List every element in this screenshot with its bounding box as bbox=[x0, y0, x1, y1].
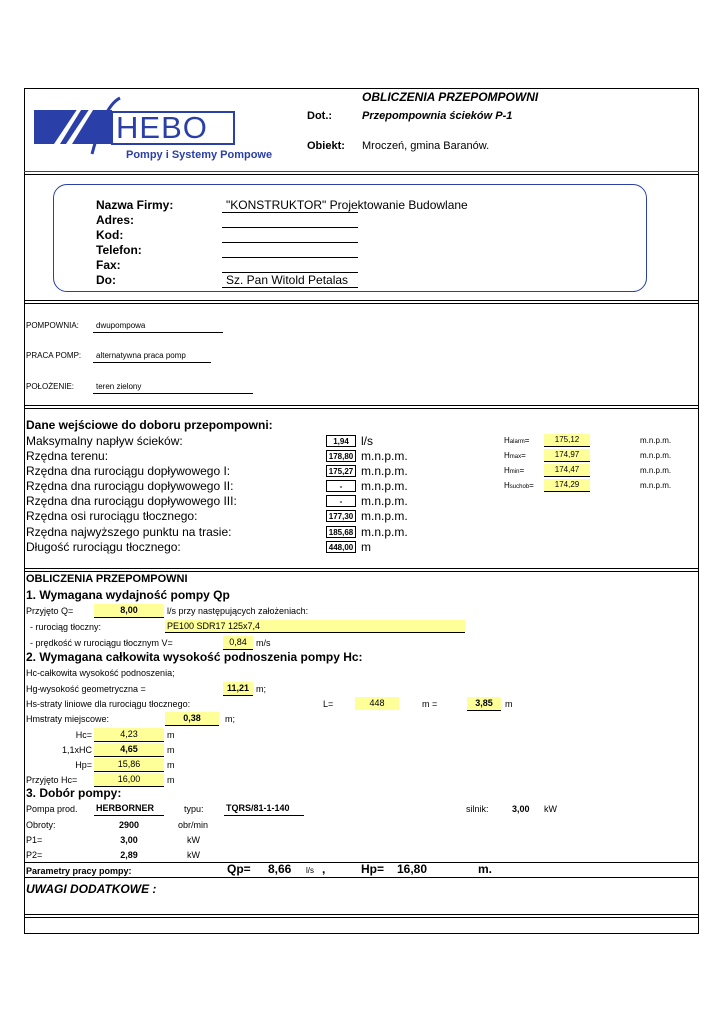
params-label: Parametry pracy pompy: bbox=[26, 866, 132, 876]
input-label: Rzędna najwyższego punktu na trasie: bbox=[26, 525, 232, 539]
pompownia-value: dwupompowa bbox=[96, 321, 146, 330]
input-label: Długość rurociągu tłocznego: bbox=[26, 540, 181, 554]
hc11-unit: m bbox=[167, 745, 175, 755]
hc-definition: całkowita wysokość podnoszenia; bbox=[40, 668, 175, 678]
do-underline bbox=[222, 287, 358, 288]
level-unit: m.n.p.m. bbox=[640, 436, 672, 445]
hm-unit: m; bbox=[225, 714, 235, 724]
firma-label: Nazwa Firmy: bbox=[96, 198, 174, 212]
hm-code: Hm- bbox=[26, 714, 43, 724]
kod-label: Kod: bbox=[96, 228, 124, 242]
l-label: L= bbox=[323, 699, 334, 709]
praca-value: alternatywna praca pomp bbox=[96, 351, 186, 360]
v-unit: m/s bbox=[256, 638, 271, 648]
level-label: Hsuchob= bbox=[504, 481, 534, 490]
praca-label: PRACA POMP: bbox=[26, 351, 82, 360]
m-equals: m = bbox=[422, 699, 438, 709]
qp-label: Qp= bbox=[227, 862, 251, 876]
input-unit: l/s bbox=[361, 434, 373, 448]
adres-label: Adres: bbox=[96, 213, 135, 227]
remarks-separator bbox=[24, 914, 699, 915]
station-separator bbox=[24, 405, 699, 406]
praca-underline bbox=[93, 362, 211, 363]
typ-value: TQRS/81-1-140 bbox=[224, 803, 304, 816]
input-label: Rzędna dna rurociągu dopływowego I: bbox=[26, 464, 231, 478]
section-3-title: 3. Dobór pompy: bbox=[26, 786, 122, 800]
p1-label: P1= bbox=[26, 835, 43, 845]
station-separator-2 bbox=[24, 408, 699, 409]
dot-value: Przepompownia ścieków P-1 bbox=[362, 110, 513, 122]
input-value: 178,80 bbox=[326, 450, 356, 462]
hc11-label: 1,1xHC bbox=[61, 745, 92, 755]
silnik-unit: kW bbox=[544, 804, 557, 814]
pompownia-label: POMPOWNIA: bbox=[26, 321, 79, 330]
input-unit: m.n.p.m. bbox=[361, 449, 408, 463]
hc-final-label: Przyjęto Hc= bbox=[26, 775, 78, 785]
hc-final-unit: m bbox=[167, 775, 175, 785]
params-bottom-line bbox=[24, 877, 699, 878]
input-unit: m bbox=[361, 540, 371, 554]
obiekt-label: Obiekt: bbox=[307, 140, 345, 152]
pompownia-underline bbox=[93, 332, 223, 333]
input-unit: m.n.p.m. bbox=[361, 494, 408, 508]
logo-subtitle: Pompy i Systemy Pompowe bbox=[126, 149, 273, 161]
hc-result-label: Hc= bbox=[75, 730, 92, 740]
input-unit: m.n.p.m. bbox=[361, 509, 408, 523]
inputs-title: Dane wejściowe do doboru przepompowni: bbox=[26, 418, 273, 432]
level-value: 175,12 bbox=[544, 434, 590, 447]
pipe-value: PE100 SDR17 125x7,4 bbox=[165, 620, 465, 633]
fax-label: Fax: bbox=[96, 258, 121, 272]
hp-label: Hp= bbox=[75, 760, 92, 770]
input-unit: m.n.p.m. bbox=[361, 525, 408, 539]
adres-field bbox=[222, 227, 358, 228]
input-label: Rzędna terenu: bbox=[26, 449, 109, 463]
hs-unit: m bbox=[505, 699, 513, 709]
kod-field bbox=[222, 242, 358, 243]
obroty-value: 2900 bbox=[118, 820, 140, 830]
polozenie-underline bbox=[93, 393, 253, 394]
typ-label: typu: bbox=[184, 804, 204, 814]
obiekt-value: Mroczeń, gmina Baranów. bbox=[362, 140, 490, 152]
hp-param-unit: m. bbox=[478, 862, 493, 876]
level-unit: m.n.p.m. bbox=[640, 466, 672, 475]
hg-code: Hg- bbox=[26, 684, 41, 694]
hebo-logo bbox=[30, 94, 273, 168]
obroty-label: Obroty: bbox=[26, 820, 56, 830]
input-value: - bbox=[326, 495, 356, 507]
v-value: 0,84 bbox=[223, 636, 253, 650]
level-unit: m.n.p.m. bbox=[640, 481, 672, 490]
telefon-field bbox=[222, 257, 358, 258]
hg-value: 11,21 bbox=[223, 682, 253, 696]
hs-value: 3,85 bbox=[467, 697, 501, 711]
level-label: Halarm= bbox=[504, 436, 530, 445]
input-unit: m.n.p.m. bbox=[361, 464, 408, 478]
p1-unit: kW bbox=[187, 835, 200, 845]
polozenie-label: POŁOŻENIE: bbox=[26, 382, 75, 391]
logo-text: HEBO bbox=[116, 110, 208, 145]
hc11-value: 4,65 bbox=[94, 743, 164, 757]
input-value: 448,00 bbox=[326, 541, 356, 553]
qp-unit: l/s bbox=[306, 866, 314, 875]
telefon-label: Telefon: bbox=[96, 243, 142, 257]
calc-title: OBLICZENIA PRZEPOMPOWNI bbox=[26, 573, 188, 585]
prod-label: Pompa prod. bbox=[26, 804, 78, 814]
section-2-title: 2. Wymagana całkowita wysokość podnoszenia pompy Hc: bbox=[26, 650, 363, 664]
p2-unit: kW bbox=[187, 850, 200, 860]
polozenie-value: teren zielony bbox=[96, 382, 142, 391]
level-unit: m.n.p.m. bbox=[640, 451, 672, 460]
pipe-label: - rurociąg tłoczny: bbox=[30, 622, 102, 632]
header-separator bbox=[24, 171, 699, 172]
hc-final-value: 16,00 bbox=[94, 773, 164, 787]
input-label: Rzędna dna rurociągu dopływowego III: bbox=[26, 494, 237, 508]
client-separator bbox=[24, 300, 699, 301]
q-value: 8,00 bbox=[94, 604, 164, 618]
hp-param-value: 16,80 bbox=[397, 862, 428, 876]
input-label: Maksymalny napływ ścieków: bbox=[26, 434, 183, 448]
hc-code: Hc- bbox=[26, 668, 40, 678]
hc-result-unit: m bbox=[167, 730, 175, 740]
v-label: - prędkość w rurociągu tłocznym V= bbox=[30, 638, 173, 648]
level-value: 174,97 bbox=[544, 449, 590, 462]
input-unit: m.n.p.m. bbox=[361, 479, 408, 493]
remarks-separator-2 bbox=[24, 917, 699, 918]
hg-unit: m; bbox=[256, 684, 266, 694]
input-value: 1,94 bbox=[326, 435, 356, 447]
hs-label: straty liniowe dla rurociągu tłocznego: bbox=[40, 699, 191, 709]
firma-underline bbox=[222, 212, 358, 213]
input-value: 177,30 bbox=[326, 510, 356, 522]
q-note: l/s przy następujących założeniach: bbox=[167, 606, 309, 616]
client-separator-2 bbox=[24, 303, 699, 304]
input-value: - bbox=[326, 480, 356, 492]
silnik-value: 3,00 bbox=[512, 804, 530, 814]
firma-value: "KONSTRUKTOR" Projektowanie Budowlane bbox=[226, 198, 468, 212]
inputs-separator-2 bbox=[24, 571, 699, 572]
prod-value: HERBORNER bbox=[94, 803, 164, 816]
input-value: 185,68 bbox=[326, 526, 356, 538]
input-label: Rzędna dna rurociągu dopływowego II: bbox=[26, 479, 234, 493]
hp-param-label: Hp= bbox=[361, 862, 385, 876]
header-separator-2 bbox=[24, 174, 699, 175]
hc-result-value: 4,23 bbox=[94, 728, 164, 742]
do-value: Sz. Pan Witold Petalas bbox=[226, 273, 349, 287]
qp-value: 8,66 bbox=[268, 862, 292, 876]
do-label: Do: bbox=[96, 273, 116, 287]
p2-value: 2,89 bbox=[120, 850, 138, 860]
section-1-title: 1. Wymagana wydajność pompy Qp bbox=[26, 588, 230, 602]
silnik-label: silnik: bbox=[466, 804, 489, 814]
obroty-unit: obr/min bbox=[178, 820, 209, 830]
input-label: Rzędna osi rurociągu tłocznego: bbox=[26, 509, 198, 523]
page-title: OBLICZENIA PRZEPOMPOWNI bbox=[362, 90, 539, 104]
level-value: 174,29 bbox=[544, 479, 590, 492]
inputs-separator bbox=[24, 568, 699, 569]
p1-value: 3,00 bbox=[120, 835, 138, 845]
remarks-title: UWAGI DODATKOWE : bbox=[26, 882, 157, 896]
hm-label: straty miejscowe: bbox=[40, 714, 110, 724]
level-label: Hmax= bbox=[504, 451, 526, 460]
p2-label: P2= bbox=[26, 850, 43, 860]
input-value: 175,27 bbox=[326, 465, 356, 477]
level-label: Hmin= bbox=[504, 466, 525, 475]
params-comma: , bbox=[322, 862, 326, 876]
l-value: 448 bbox=[355, 697, 399, 710]
q-label: Przyjęto Q= bbox=[26, 606, 74, 616]
hg-label: wysokość geometryczna = bbox=[40, 684, 146, 694]
hm-value: 0,38 bbox=[165, 712, 219, 726]
hp-value: 15,86 bbox=[94, 758, 164, 772]
dot-label: Dot.: bbox=[307, 110, 333, 122]
hp-unit: m bbox=[167, 760, 175, 770]
hs-code: Hs- bbox=[26, 699, 40, 709]
level-value: 174,47 bbox=[544, 464, 590, 477]
